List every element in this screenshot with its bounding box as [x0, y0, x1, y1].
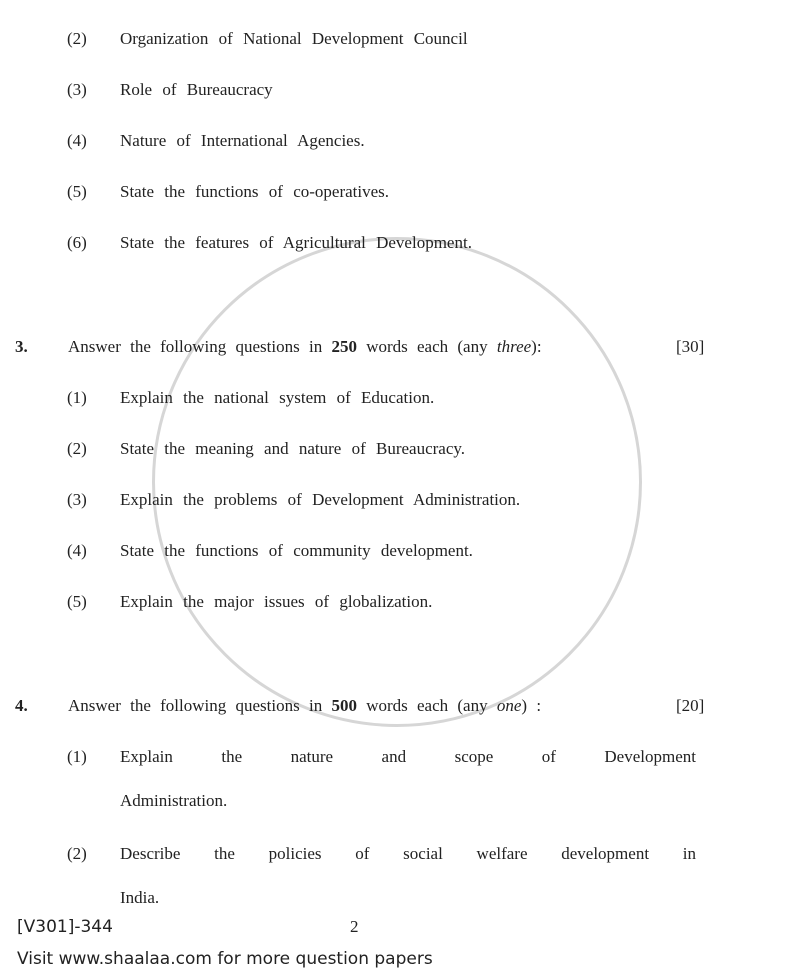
list-item [0, 180, 800, 204]
item-text: Describe the policies of social welfare development in [120, 844, 696, 863]
question-heading [0, 335, 800, 359]
list-item [0, 437, 800, 461]
question-heading [0, 694, 800, 718]
item-text: Explain the problems of Development Administration. [120, 490, 521, 509]
word-count: 500 [331, 696, 357, 715]
item-number: (6) [67, 233, 87, 252]
list-item [0, 78, 800, 102]
item-text: Explain the nature and scope of Development [120, 747, 696, 766]
any-count: one [496, 696, 522, 715]
item-number: (5) [67, 182, 87, 201]
question-number: 3. [15, 337, 28, 356]
list-item [0, 745, 800, 769]
marks: [30] [676, 337, 705, 356]
visit-link[interactable]: Visit www.shaalaa.com for more question papers [17, 949, 433, 969]
item-text: Administration. [120, 791, 228, 810]
instruction-mid: words each (any [366, 337, 488, 356]
item-number: (5) [67, 592, 87, 611]
question-number: 4. [15, 696, 28, 715]
item-number: (3) [67, 80, 87, 99]
instruction-suffix: ) : [521, 696, 542, 715]
item-number: (2) [67, 29, 87, 48]
instruction-prefix: Answer the following questions in [68, 337, 323, 356]
word-count: 250 [331, 337, 357, 356]
item-text: Organization of National Development Council [120, 29, 468, 48]
marks: [20] [676, 696, 705, 715]
list-item [0, 129, 800, 153]
item-text: State the functions of community development. [120, 541, 473, 560]
item-number: (4) [67, 541, 87, 560]
item-text: India. [120, 888, 160, 907]
paper-code: [V301]-344 [17, 917, 113, 937]
item-number: (3) [67, 490, 87, 509]
instruction-prefix: Answer the following questions in [68, 696, 323, 715]
instruction-mid: words each (any [366, 696, 488, 715]
item-number: (4) [67, 131, 87, 150]
list-item [0, 488, 800, 512]
item-number: (2) [67, 844, 87, 863]
item-number: (1) [67, 747, 87, 766]
list-item-continuation [0, 886, 800, 910]
watermark-circle [152, 237, 642, 727]
item-text: Role of Bureaucracy [120, 80, 273, 99]
instruction-suffix: ): [531, 337, 542, 356]
item-text: State the features of Agricultural Development. [120, 233, 472, 252]
item-number: (1) [67, 388, 87, 407]
item-number: (2) [67, 439, 87, 458]
question-instruction [68, 694, 541, 718]
any-count: three [496, 337, 532, 356]
item-text: Explain the major issues of globalization. [120, 592, 433, 611]
item-text: Explain the national system of Education. [120, 388, 435, 407]
item-text: Nature of International Agencies. [120, 131, 365, 150]
question-instruction [68, 335, 542, 359]
item-text: State the meaning and nature of Bureaucracy. [120, 439, 466, 458]
list-item [0, 539, 800, 563]
page-number: 2 [350, 917, 359, 936]
list-item [0, 386, 800, 410]
list-item [0, 590, 800, 614]
list-item [0, 27, 800, 51]
item-text: State the functions of co-operatives. [120, 182, 390, 201]
list-item-continuation [0, 789, 800, 813]
list-item [0, 842, 800, 866]
list-item [0, 231, 800, 255]
